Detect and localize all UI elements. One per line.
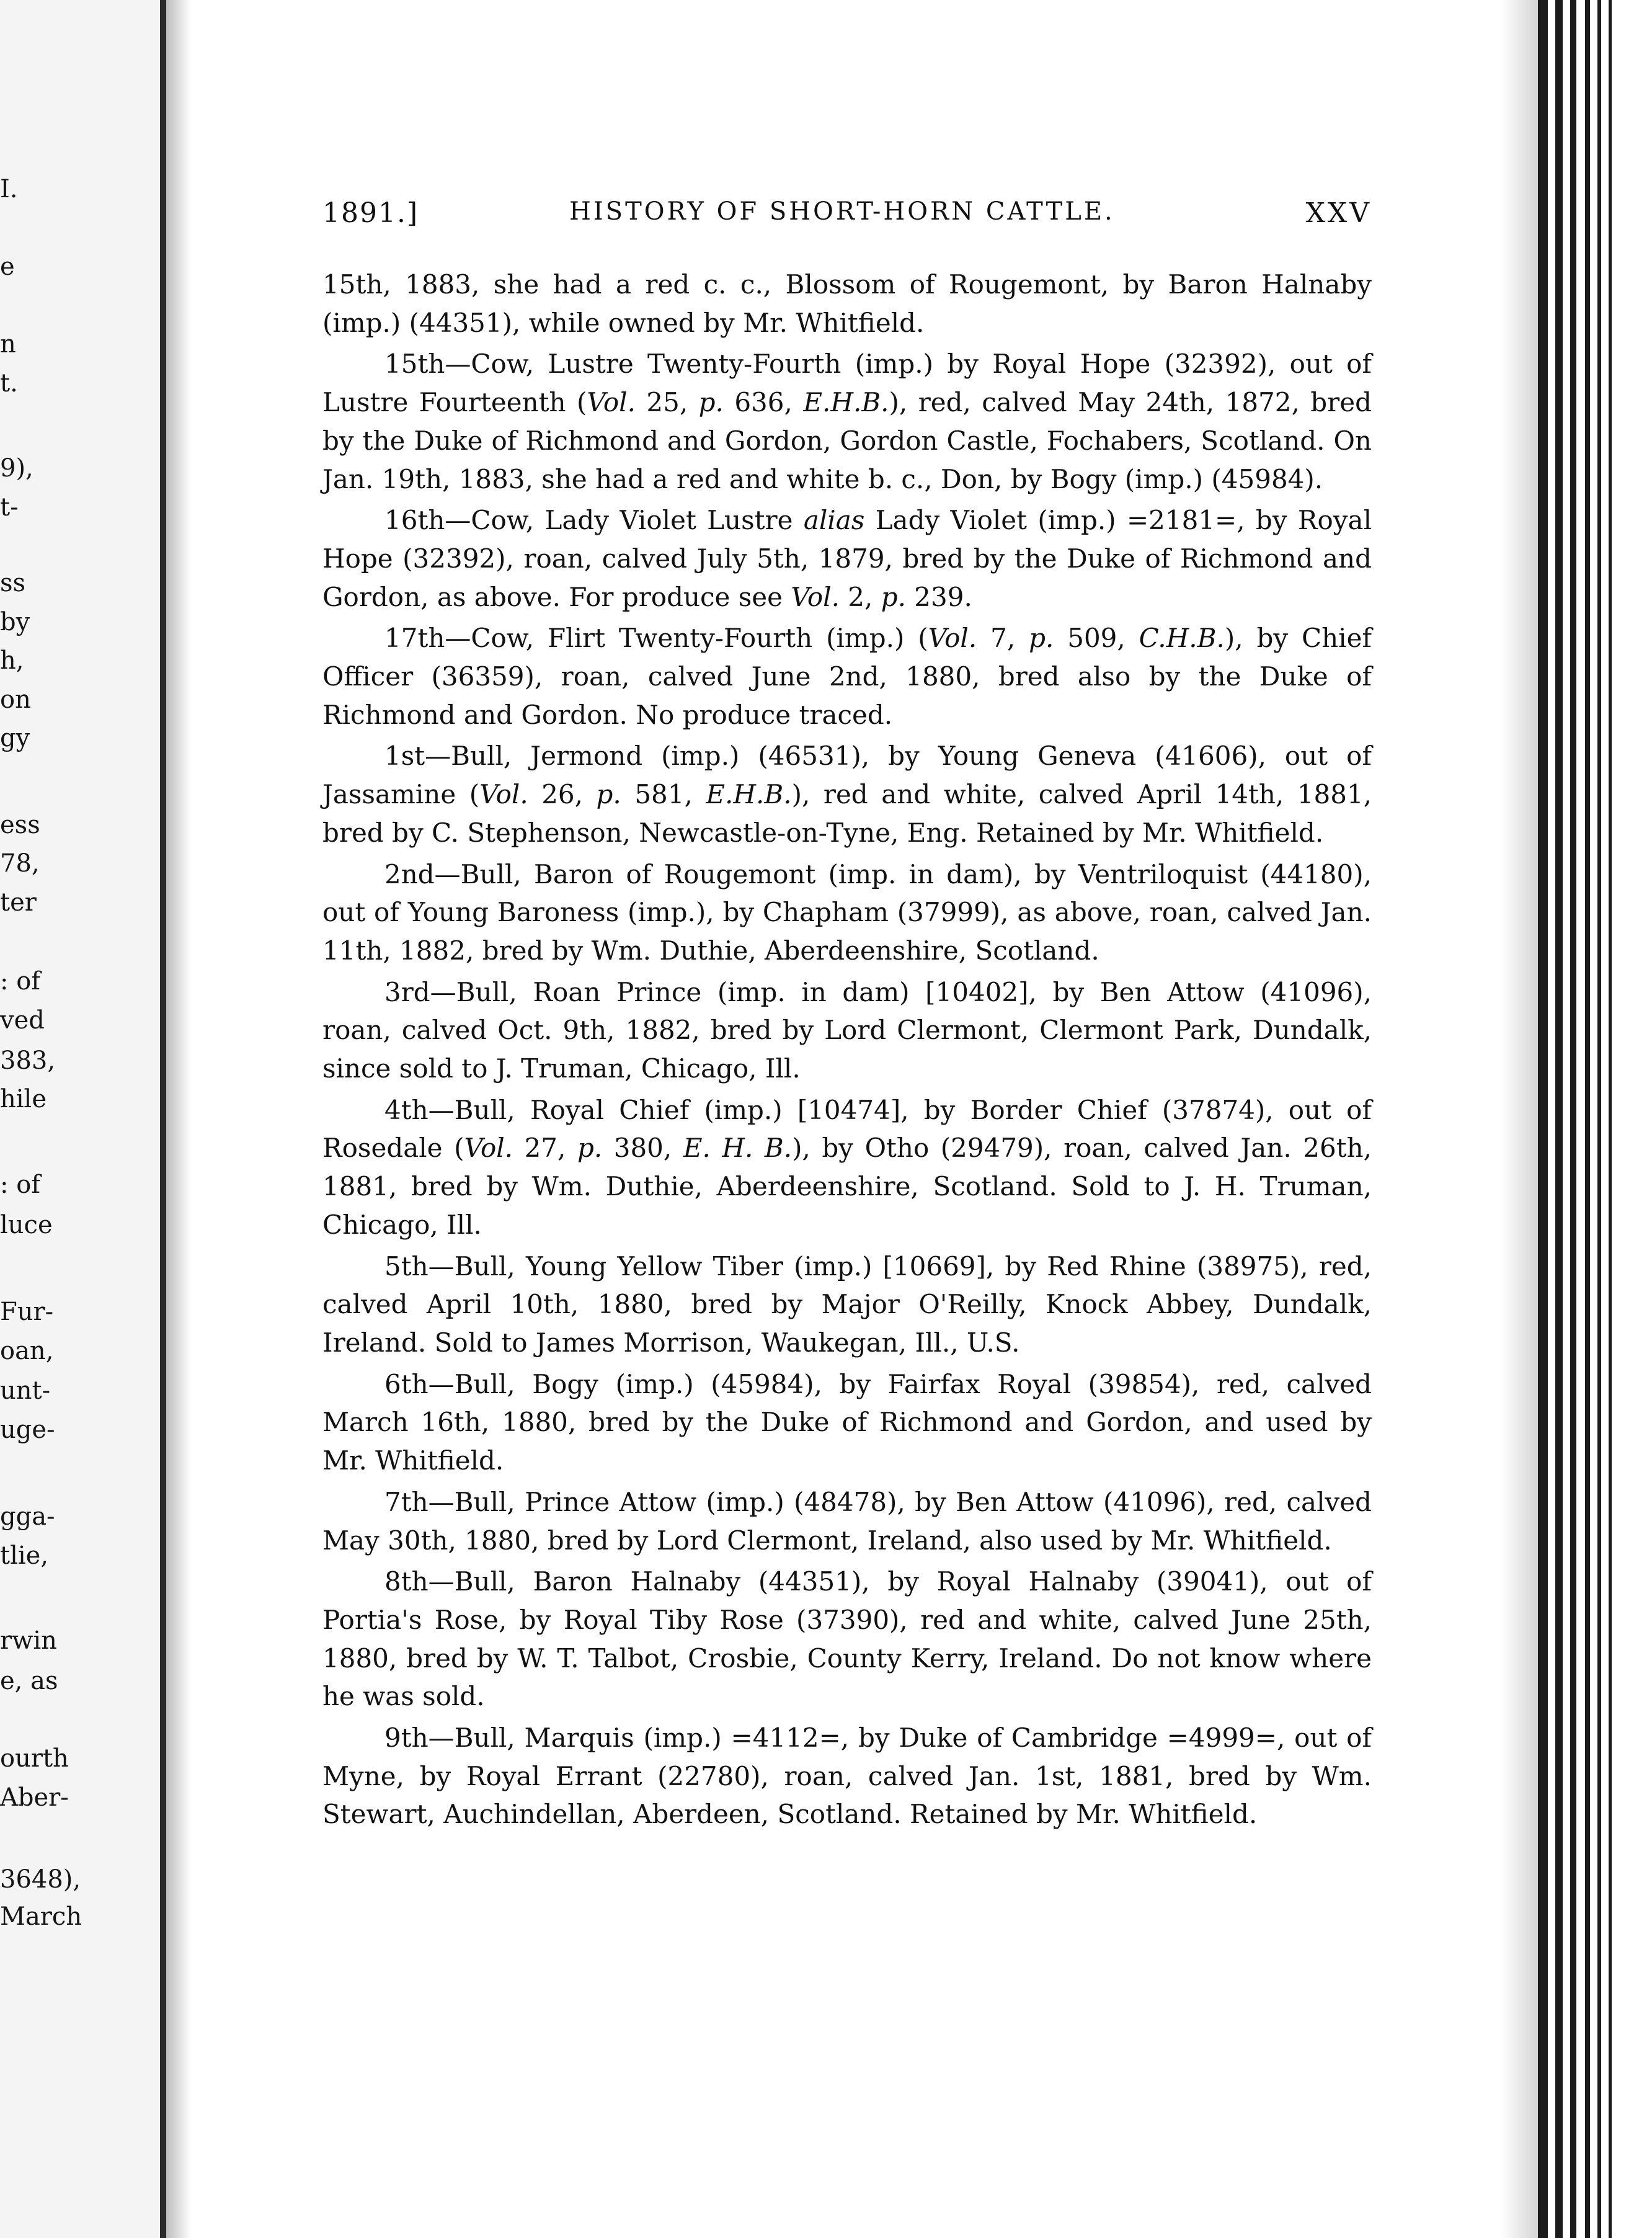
page-body (322, 265, 1372, 1837)
left-page-line-fragment: ss (0, 569, 26, 597)
left-page-line-fragment: : of (0, 967, 41, 996)
left-page-line-fragment: 3648), (0, 1865, 81, 1894)
entry-paragraph: 7th—Bull, Prince Attow (imp.) (48478), by Ben Attow (41096), red, calved May 30th, 1880, bred by Lord Clermont, Ireland, also used by Mr. Whitfield. (322, 1486, 1372, 1556)
entry-paragraph: 6th—Bull, Bogy (imp.) (45984), by Fairfax Royal (39854), red, calved March 16th, 1880, bred by the Duke of Richmond and Gordon, and used by Mr. Whitfield. (322, 1368, 1372, 1476)
left-page-line-fragment: gga- (0, 1502, 55, 1531)
left-page-line-fragment: Fur- (0, 1298, 54, 1326)
entry-paragraph: 9th—Bull, Marquis (imp.) =4112=, by Duke of Cambridge =4999=, out of Myne, by Royal Errant (22780), roan, calved Jan. 1st, 1881, bred by Wm. Stewart, Auchindellan, Aberdeen, Scotland. Retained by Mr. Whitfield. (322, 1723, 1372, 1830)
entry-paragraph: 5th—Bull, Young Yellow Tiber (imp.) [10669], by Red Rhine (38975), red, calved April 10th, 1880, bred by Major O'Reilly, Knock Abbey, Dundalk, Ireland. Sold to James Morrison, Waukegan, Ill., U.S. (322, 1251, 1372, 1358)
header-year: 1891.] (322, 197, 419, 229)
left-page-line-fragment: 383, (0, 1046, 56, 1075)
left-page-line-fragment: hile (0, 1085, 47, 1113)
left-page-line-fragment: tlie, (0, 1541, 49, 1570)
page-number: XXV (1305, 197, 1372, 229)
left-page-line-fragment: n (0, 330, 16, 359)
page-edge-shade (1501, 0, 1538, 2238)
left-page-line-fragment: e, as (0, 1667, 58, 1695)
left-page-line-fragment: : of (0, 1170, 41, 1199)
entry-paragraph: 2nd—Bull, Baron of Rougemont (imp. in dam), by Ventriloquist (44180), out of Young Baroness (imp.), by Chapham (37999), as above, roan, calved Jan. 11th, 1882, bred by Wm. Duthie, Aberdeenshire, Scotland. (322, 858, 1372, 966)
book-edge-line (1555, 0, 1563, 2238)
entry-paragraph: 16th—Cow, Lady Violet Lustre alias Lady Violet (imp.) =2181=, by Royal Hope (32392), roan, calved July 5th, 1879, bred by the Duke of Richmond and Gordon, as above. For produce see Vol. 2, p. 239. (322, 505, 1372, 612)
left-page-line-fragment: h, (0, 646, 24, 675)
left-page-line-fragment: ourth (0, 1744, 69, 1773)
entry-paragraph: 3rd—Bull, Roan Prince (imp. in dam) [10402], by Ben Attow (41096), roan, calved Oct. 9th, 1882, bred by Lord Clermont, Clermont Park, Dundalk, since sold to J. Truman, Chicago, Ill. (322, 976, 1372, 1084)
left-page-line-fragment: rwin (0, 1626, 57, 1655)
entry-paragraph: 4th—Bull, Royal Chief (imp.) [10474], by Border Chief (37874), out of Rosedale (Vol. 27, p. 380, E. H. B.), by Otho (29479), roan, calved Jan. 26th, 1881, bred by Wm. Duthie, Aberdeenshire, Scotland. Sold to J. H. Truman, Chicago, Ill. (322, 1094, 1372, 1240)
entry-paragraph: 17th—Cow, Flirt Twenty-Fourth (imp.) (Vol. 7, p. 509, C.H.B.), by Chief Officer (36359), roan, calved June 2nd, 1880, bred also by the Duke of Richmond and Gordon. No produce traced. (322, 623, 1372, 730)
left-page-line-fragment: I. (0, 175, 18, 203)
left-page-line-fragment: e (0, 252, 15, 281)
header-title: HISTORY OF SHORT-HORN CATTLE. (569, 197, 1115, 226)
book-edge-line (1597, 0, 1601, 2238)
gutter-gradient (166, 0, 191, 2238)
running-header (322, 197, 1372, 234)
left-page-line-fragment: ter (0, 888, 37, 917)
book-edge-line (1609, 0, 1612, 2238)
entry-paragraph: 8th—Bull, Baron Halnaby (44351), by Royal Halnaby (39041), out of Portia's Rose, by Royal Tiby Rose (37390), red and white, calved June 25th, 1880, bred by W. T. Talbot, Crosbie, County Kerry, Ireland. Do not know where he was sold. (322, 1566, 1372, 1712)
left-page-line-fragment: 78, (0, 849, 40, 878)
gutter-shadow (160, 0, 166, 2238)
left-page-line-fragment: oan, (0, 1337, 54, 1365)
left-page-line-fragment: Aber- (0, 1783, 69, 1812)
left-page-line-fragment: ess (0, 811, 40, 839)
left-page-line-fragment: on (0, 685, 31, 714)
book-edge-line (1570, 0, 1576, 2238)
left-page-line-fragment: gy (0, 724, 30, 752)
book-edge-line (1585, 0, 1590, 2238)
left-page-line-fragment: by (0, 608, 30, 636)
left-page-line-fragment: t- (0, 493, 19, 522)
left-page-line-fragment: March (0, 1902, 82, 1931)
left-page-line-fragment: ved (0, 1006, 45, 1035)
left-page-line-fragment: 9), (0, 454, 33, 483)
book-edge-line (1538, 0, 1548, 2238)
left-page-line-fragment: uge- (0, 1415, 55, 1444)
book-edge (1538, 0, 1652, 2238)
left-page-line-fragment: luce (0, 1211, 53, 1239)
continued-paragraph: 15th, 1883, she had a red c. c., Blossom of Rougemont, by Baron Halnaby (imp.) (44351), while owned by Mr. Whitfield. (322, 269, 1372, 338)
entry-paragraph: 1st—Bull, Jermond (imp.) (46531), by Young Geneva (41606), out of Jassamine (Vol. 26, p. 581, E.H.B.), red and white, calved April 14th, 1881, bred by C. Stephenson, Newcastle-on-Tyne, Eng. Retained by Mr. Whitfield. (322, 741, 1372, 848)
entry-paragraph: 15th—Cow, Lustre Twenty-Fourth (imp.) by Royal Hope (32392), out of Lustre Fourteenth (Vol. 25, p. 636, E.H.B.), red, calved May 24th, 1872, bred by the Duke of Richmond and Gordon, Gordon Castle, Fochabers, Scotland. On Jan. 19th, 1883, she had a red and white b. c., Don, by Bogy (imp.) (45984). (322, 349, 1372, 494)
left-page-line-fragment: t. (0, 369, 18, 398)
left-facing-page (0, 0, 162, 2238)
left-page-line-fragment: unt- (0, 1376, 51, 1405)
